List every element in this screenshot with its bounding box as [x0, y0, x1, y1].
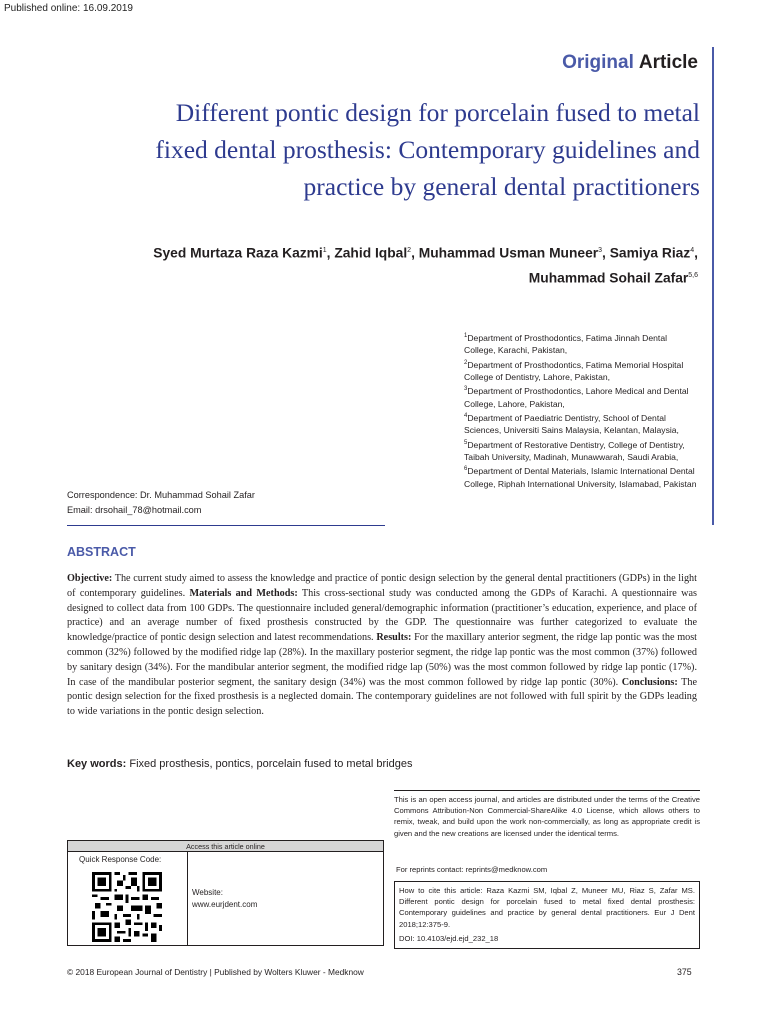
qr-label: Quick Response Code: [79, 855, 162, 864]
section-label-original: Original [562, 52, 634, 73]
qr-code-icon[interactable] [92, 872, 162, 942]
abstract-body [67, 572, 697, 720]
keywords-text: Fixed prosthesis, pontics, porcelain fused to metal bridges [126, 758, 413, 770]
author-separator: , [602, 245, 610, 261]
affiliation-mark: 2 [464, 359, 468, 366]
page-number: 375 [677, 967, 692, 977]
affiliation-text: Department of Prosthodontics, Fatima Memorial Hospital College of Dentistry, Lahore, Pakistan, [464, 359, 684, 382]
section-label [562, 52, 698, 74]
affiliation-item [464, 410, 700, 437]
author-affiliation-mark: 3 [598, 247, 603, 254]
affiliation-text: Department of Prosthodontics, Lahore Medical and Dental College, Lahore, Pakistan, [464, 386, 689, 409]
author-affiliation-mark: 1 [322, 247, 327, 254]
methods-label: Materials and Methods: [189, 587, 298, 599]
affiliation-mark: 1 [464, 333, 468, 339]
affiliation-list [464, 330, 700, 490]
keywords-label: Key words: [67, 758, 127, 770]
access-article-box [67, 840, 384, 946]
affiliation-mark: 5 [464, 439, 468, 446]
author-separator: , [326, 245, 335, 261]
author-affiliation-mark: 5,6 [688, 272, 698, 280]
keywords [67, 758, 412, 770]
footer-copyright: © 2018 European Journal of Dentistry | Published by Wolters Kluwer - Medknow [67, 967, 364, 977]
author-separator: , [411, 245, 419, 261]
affiliation-text: Department of Paediatric Dentistry, School of Dental Sciences, Universiti Sains Malaysia, Kelantan, Malaysia, [464, 412, 679, 436]
correspondence-divider [67, 525, 385, 526]
affiliation-mark: 3 [464, 386, 468, 393]
open-access-divider [394, 790, 700, 791]
objective-text: The current study aimed to assess the knowledge and practice of pontic design selection by the general dental practitioners (GDPs) in the light of contemporary guidelines. [67, 573, 697, 599]
author-name: Syed Murtaza Raza Kazmi [153, 245, 323, 261]
affiliation-item [464, 383, 700, 410]
qr-cell [68, 852, 188, 945]
author-affiliation-mark: 4 [690, 247, 695, 254]
results-label: Results: [376, 632, 412, 644]
affiliation-text: Department of Dental Materials, Islamic International Dental College, Riphah International University, Islamabad, Pakistan [464, 466, 697, 489]
affiliation-item [464, 463, 700, 490]
open-access-notice: This is an open access journal, and articles are distributed under the terms of the Creative Commons Attribution-Non Commercial-ShareAlike 4.0 License, which allows others to remix, tweak, and build upon the work non-commercially, as long as appropriate credit is given and the new creations are licensed under the identical terms. [394, 795, 700, 838]
affiliation-item [464, 330, 700, 357]
methods-text: This cross-sectional study was conducted among the GDPs of Karachi. A questionnaire was designed to collect data from 100 GDPs. The questionnaire included general/demographic information (practitioner’s education, experience, and place of practice) and an average number of fixed prosthesis constructed by the GDP. The questionnaire was further categorized to evaluate the knowledge/practice of pontic design selection and latest recommendations. [67, 587, 697, 644]
abstract-heading: ABSTRACT [67, 545, 136, 559]
author-name: Muhammad Sohail Zafar [528, 270, 689, 286]
author-separator: , [694, 245, 698, 261]
affiliation-text: Department of Prosthodontics, Fatima Jinnah Dental College, Karachi, Pakistan, [464, 332, 668, 356]
reprints-contact: For reprints contact: reprints@medknow.com [396, 865, 548, 874]
published-date: Published online: 16.09.2019 [4, 3, 133, 14]
article-title: Different pontic design for porcelain fused to metal fixed dental prosthesis: Contemporary guidelines and practice by general dental practitioners [155, 98, 700, 201]
affiliation-text: Department of Restorative Dentistry, College of Dentistry, Taibah University, Madinah, Munawwarah, Saudi Arabia, [464, 439, 685, 462]
website-cell [192, 887, 257, 911]
conclusions-text: The pontic design selection for the fixed prosthesis is a neglected domain. The contemporary guidelines are not followed with full spirit by the GDPs leading to wide variations in the pontic design selection. [67, 676, 698, 718]
correspondence-name: Correspondence: Dr. Muhammad Sohail Zafar [67, 490, 255, 500]
citation-box [394, 881, 700, 949]
author-list [90, 240, 698, 290]
author-name: Zahid Iqbal [334, 245, 408, 261]
affiliation-mark: 6 [464, 466, 468, 473]
affiliation-mark: 4 [464, 413, 468, 420]
author-name: Samiya Riaz [609, 245, 691, 261]
author-affiliation-mark: 2 [407, 247, 412, 254]
conclusions-label: Conclusions: [621, 676, 678, 688]
objective-label: Objective: [67, 573, 113, 584]
author-name: Muhammad Usman Muneer [418, 245, 599, 261]
results-text: For the maxillary anterior segment, the ridge lap pontic was the most common (32%) followed by the modified ridge lap (28%). In the maxillary posterior segment, the ridge lap pontic was the most common (37%) followed by sanitary design (34%). For the mandibular anterior segment, the modified ridge lap (50%) was the most common followed by ridge lap pontic (17%). In case of the mandibular posterior segment, the sanitary design (34%) was the most common followed by ridge lap pontic (30%). [67, 632, 698, 688]
affiliation-item [464, 437, 700, 464]
website-label: Website: [192, 888, 223, 897]
citation-text: How to cite this article: Raza Kazmi SM, Iqbal Z, Muneer MU, Riaz S, Zafar MS. Different pontic design for porcelain fused to metal fixed dental prosthesis: Contemporary guidelines and practice by general dental practitioners. Eur J Dent 2018;12:375-9. [399, 886, 695, 929]
correspondence-email[interactable]: Email: drsohail_78@hotmail.com [67, 505, 202, 515]
website-link[interactable]: www.eurjdent.com [192, 900, 258, 909]
correspondence [67, 488, 255, 518]
vertical-rule [712, 47, 714, 525]
section-label-article: Article [638, 52, 698, 73]
affiliation-item [464, 357, 700, 384]
doi-link[interactable]: DOI: 10.4103/ejd.ejd_232_18 [399, 933, 499, 943]
access-box-header: Access this article online [68, 841, 383, 852]
